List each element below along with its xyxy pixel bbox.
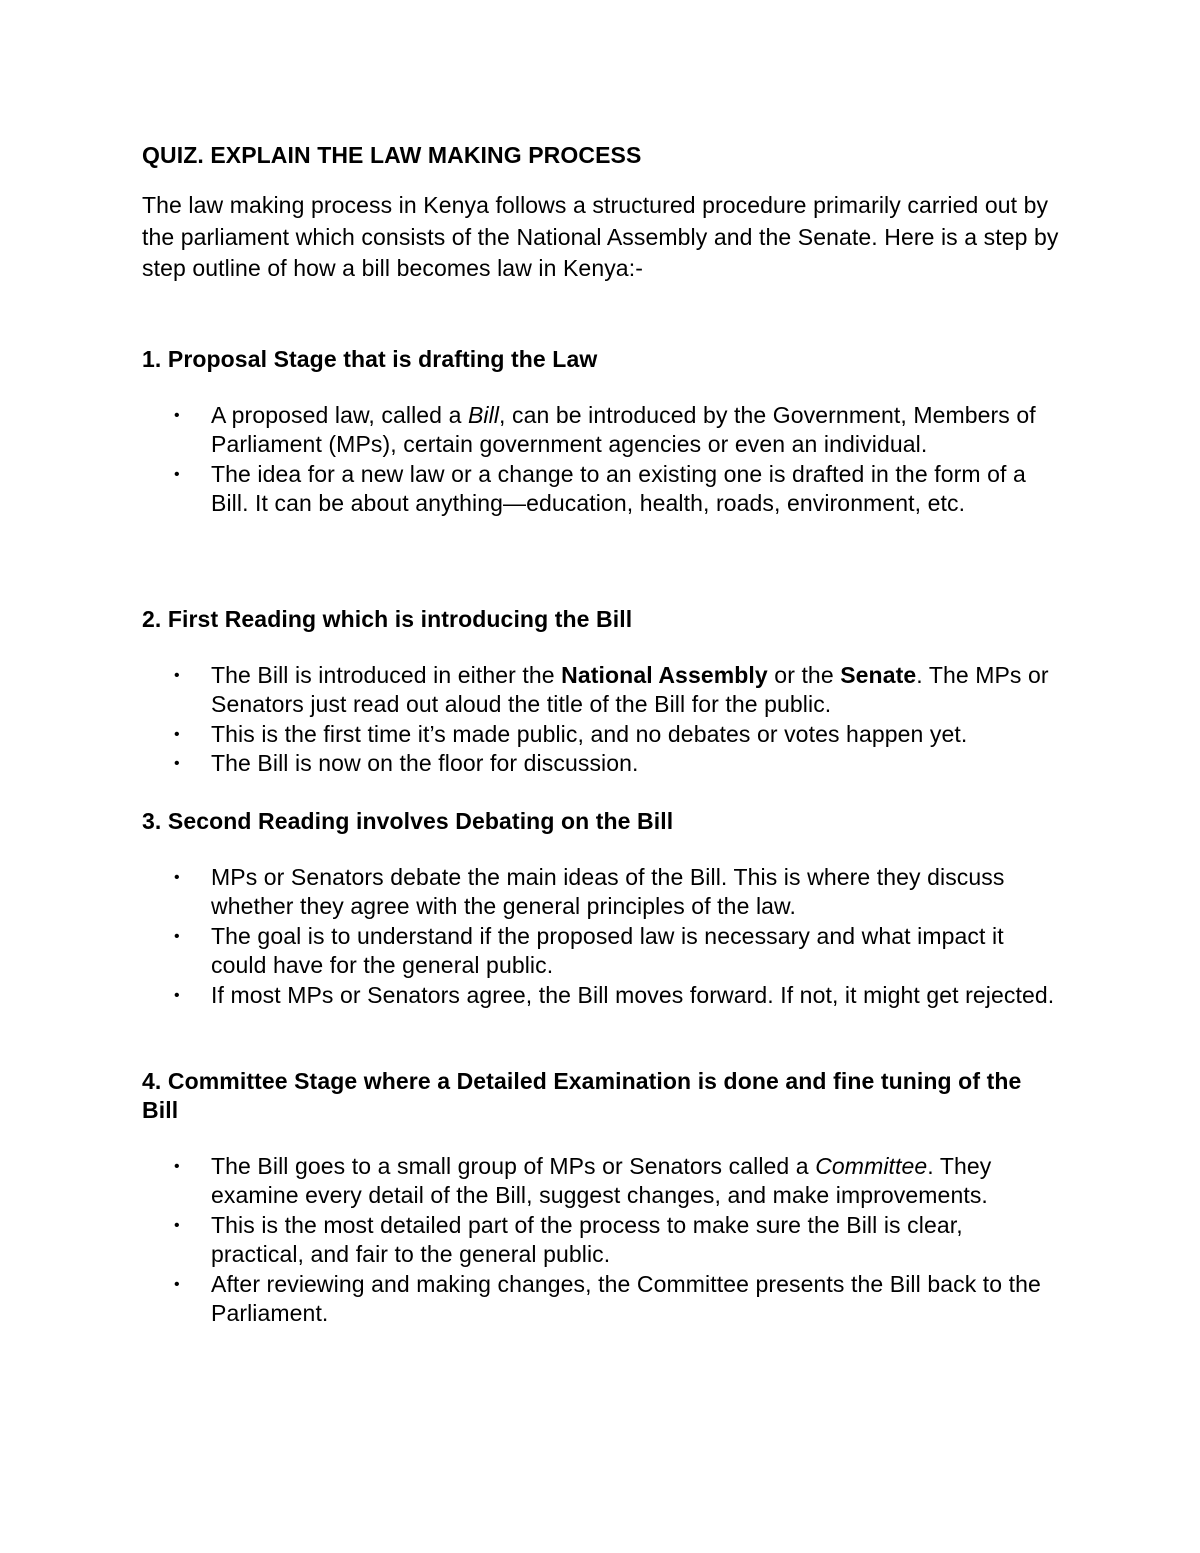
- bullet-item: [142, 720, 1062, 750]
- section-2: [142, 605, 1062, 779]
- bullet-text: A proposed law, called a: [211, 401, 468, 428]
- bullet-dot-icon: •: [174, 1216, 180, 1234]
- bullet-item: [142, 1211, 1062, 1270]
- bold-text: Senate: [840, 661, 917, 688]
- bullet-text: This is the first time it’s made public, and no debates or votes happen yet.: [211, 720, 968, 747]
- bullet-item: [142, 863, 1062, 922]
- section-3: [142, 807, 1062, 1011]
- italic-text: Committee: [815, 1152, 928, 1179]
- bullet-list: [142, 401, 1062, 519]
- bullet-text: The idea for a new law or a change to an existing one is drafted in the form of a Bill. It can be about anything—education, health, roads, environment, etc.: [211, 460, 1026, 517]
- bullet-item: [142, 749, 1062, 779]
- bullet-text: . The MPs or Senators just read out aloud the title of the Bill for the public.: [211, 661, 1049, 718]
- bullet-text: MPs or Senators debate the main ideas of the Bill. This is where they discuss whether they agree with the general principles of the law.: [211, 863, 1005, 920]
- bullet-item: [142, 922, 1062, 981]
- bullet-text: The Bill is introduced in either the: [211, 661, 562, 688]
- bullet-dot-icon: •: [174, 725, 180, 743]
- bullet-item: [142, 661, 1062, 720]
- bullet-item: [142, 981, 1062, 1011]
- bullet-list: [142, 863, 1062, 1011]
- section-4: [142, 1067, 1062, 1330]
- bullet-text: The Bill goes to a small group of MPs or Senators called a: [211, 1152, 816, 1179]
- section-1: [142, 345, 1062, 519]
- bullet-item: [142, 1152, 1062, 1211]
- bullet-dot-icon: •: [174, 755, 180, 773]
- bullet-dot-icon: •: [174, 666, 180, 684]
- bullet-text: After reviewing and making changes, the Committee presents the Bill back to the Parliament.: [211, 1270, 1041, 1327]
- bullet-text: If most MPs or Senators agree, the Bill moves forward. If not, it might get rejected.: [211, 981, 1055, 1008]
- section-heading: 4. Committee Stage where a Detailed Examination is done and fine tuning of the Bill: [142, 1067, 1022, 1123]
- bullet-dot-icon: •: [174, 868, 180, 886]
- document-page: [142, 140, 1062, 1327]
- bullet-text: or the: [767, 661, 841, 688]
- bullet-text: The goal is to understand if the proposed law is necessary and what impact it could have for the general public.: [211, 922, 1004, 979]
- bullet-item: [142, 1270, 1062, 1329]
- section-heading: 2. First Reading which is introducing the Bill: [142, 605, 633, 632]
- bullet-text: The Bill is now on the floor for discussion.: [211, 750, 639, 777]
- italic-text: Bill: [467, 401, 500, 428]
- document-title: QUIZ. EXPLAIN THE LAW MAKING PROCESS: [142, 142, 642, 168]
- bullet-item: [142, 401, 1062, 460]
- bullet-list: [142, 661, 1062, 779]
- bullet-dot-icon: •: [174, 927, 180, 945]
- bullet-dot-icon: •: [174, 465, 180, 483]
- intro-paragraph: The law making process in Kenya follows a structured procedure primarily carried out by the parliament which consists of the National Assembly and the Senate. Here is a step by step outline of how a bill becomes law in Kenya:-: [142, 192, 1059, 281]
- bullet-item: [142, 460, 1062, 519]
- bullet-text: , can be introduced by the Government, Members of Parliament (MPs), certain government agencies or even an individual.: [211, 401, 1036, 458]
- bullet-text: This is the most detailed part of the process to make sure the Bill is clear, practical, and fair to the general public.: [211, 1211, 963, 1268]
- bold-text: National Assembly: [561, 661, 768, 688]
- bullet-dot-icon: •: [174, 1157, 180, 1175]
- section-heading: 1. Proposal Stage that is drafting the Law: [142, 345, 598, 372]
- bullet-dot-icon: •: [174, 406, 180, 424]
- bullet-list: [142, 1152, 1062, 1330]
- section-heading: 3. Second Reading involves Debating on the Bill: [142, 807, 674, 834]
- bullet-dot-icon: •: [174, 986, 180, 1004]
- bullet-dot-icon: •: [174, 1275, 180, 1293]
- bullet-text: . They examine every detail of the Bill, suggest changes, and make improvements.: [211, 1152, 992, 1209]
